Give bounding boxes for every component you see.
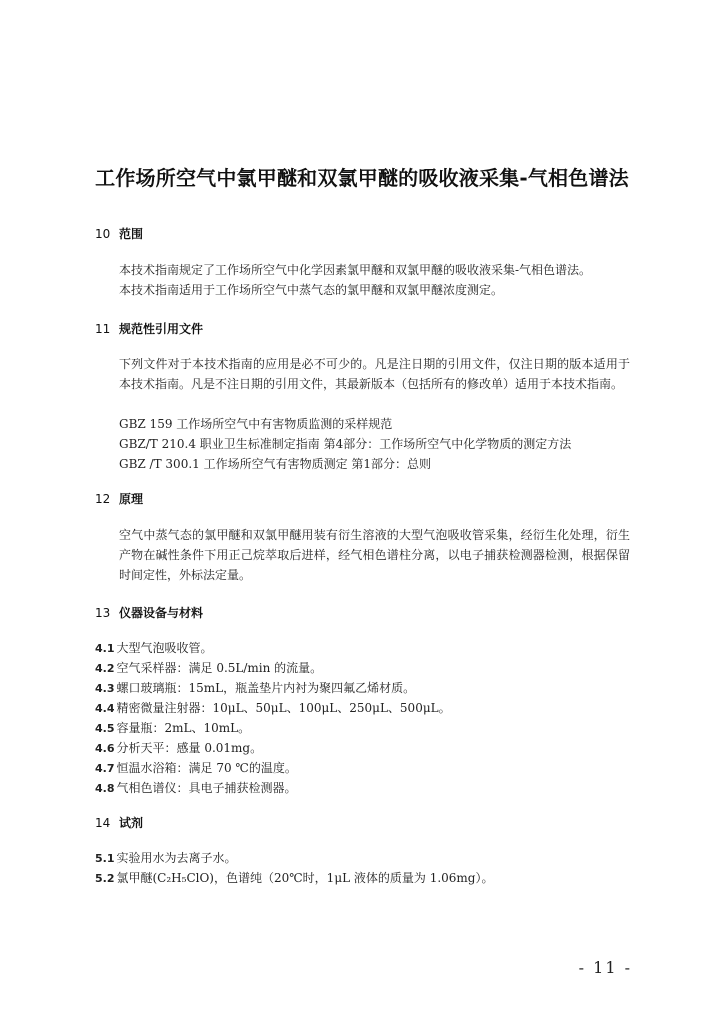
- section-title: 仪器设备与材料: [119, 606, 204, 620]
- equipment-item: 4.7 恒温水浴箱：满足 70 ℃的温度。: [95, 761, 297, 775]
- reference-item: GBZ 159 工作场所空气中有害物质监测的采样规范: [119, 417, 393, 431]
- scope-line-2: 本技术指南适用于工作场所空气中蒸气态的氯甲醚和双氯甲醚浓度测定。: [119, 283, 504, 297]
- section-number: 14: [95, 816, 111, 830]
- principle-text: 空气中蒸气态的氯甲醚和双氯甲醚用装有衍生溶液的大型气泡吸收管采集，经衍生化处理，衍生产物在碱性条件下用正己烷萃取后进样，经气相色谱柱分离，以电子捕获检测器检测，根据保留时间定性，外标法定量。: [119, 528, 630, 582]
- section-heading-references: [95, 320, 203, 337]
- equipment-item: 4.2 空气采样器：满足 0.5L/min 的流量。: [95, 661, 323, 675]
- section-number: 13: [95, 606, 111, 620]
- equipment-item: 4.4 精密微量注射器：10μL、50μL、100μL、250μL、500μL。: [95, 701, 451, 715]
- section-heading-reagents: [95, 814, 143, 831]
- reagent-item: 5.1 实验用水为去离子水。: [95, 851, 237, 865]
- equipment-item: 4.5 容量瓶：2mL、10mL。: [95, 721, 251, 735]
- section-title: 试剂: [119, 816, 144, 830]
- section-number: 10: [95, 227, 111, 241]
- principle-paragraph: [95, 525, 630, 585]
- reference-item: GBZ/T 210.4 职业卫生标准制定指南 第4部分：工作场所空气中化学物质的测定方法: [119, 437, 572, 451]
- scope-line-1: 本技术指南规定了工作场所空气中化学因素氯甲醚和双氯甲醚的吸收液采集-气相色谱法。: [119, 263, 592, 277]
- section-number: 11: [95, 322, 111, 336]
- section-heading-principle: [95, 490, 143, 507]
- references-intro-text: 下列文件对于本技术指南的应用是必不可少的。凡是注日期的引用文件，仅注日期的版本适用于本技术指南。凡是不注日期的引用文件，其最新版本（包括所有的修改单）适用于本技术指南。: [119, 357, 630, 391]
- section-title: 原理: [119, 492, 144, 506]
- section-number: 12: [95, 492, 111, 506]
- reference-item: GBZ /T 300.1 工作场所空气有害物质测定 第1部分：总则: [119, 457, 432, 471]
- equipment-item: 4.3 螺口玻璃瓶：15mL，瓶盖垫片内衬为聚四氟乙烯材质。: [95, 681, 416, 695]
- section-title: 范围: [119, 227, 144, 241]
- reagent-item: 5.2 氯甲醚(C₂H₅ClO)，色谱纯（20℃时，1μL 液体的质量为 1.06mg）。: [95, 871, 494, 885]
- equipment-item: 4.6 分析天平：感量 0.01mg。: [95, 741, 263, 755]
- page-number: - 11 -: [578, 958, 632, 977]
- document-title: 工作场所空气中氯甲醚和双氯甲醚的吸收液采集-气相色谱法: [95, 166, 629, 190]
- section-title: 规范性引用文件: [119, 322, 204, 336]
- equipment-item: 4.8 气相色谱仪：具电子捕获检测器。: [95, 781, 297, 795]
- references-intro: [95, 354, 630, 394]
- equipment-item: 4.1 大型气泡吸收管。: [95, 641, 213, 655]
- section-heading-equipment: [95, 604, 203, 621]
- section-heading-scope: [95, 225, 143, 242]
